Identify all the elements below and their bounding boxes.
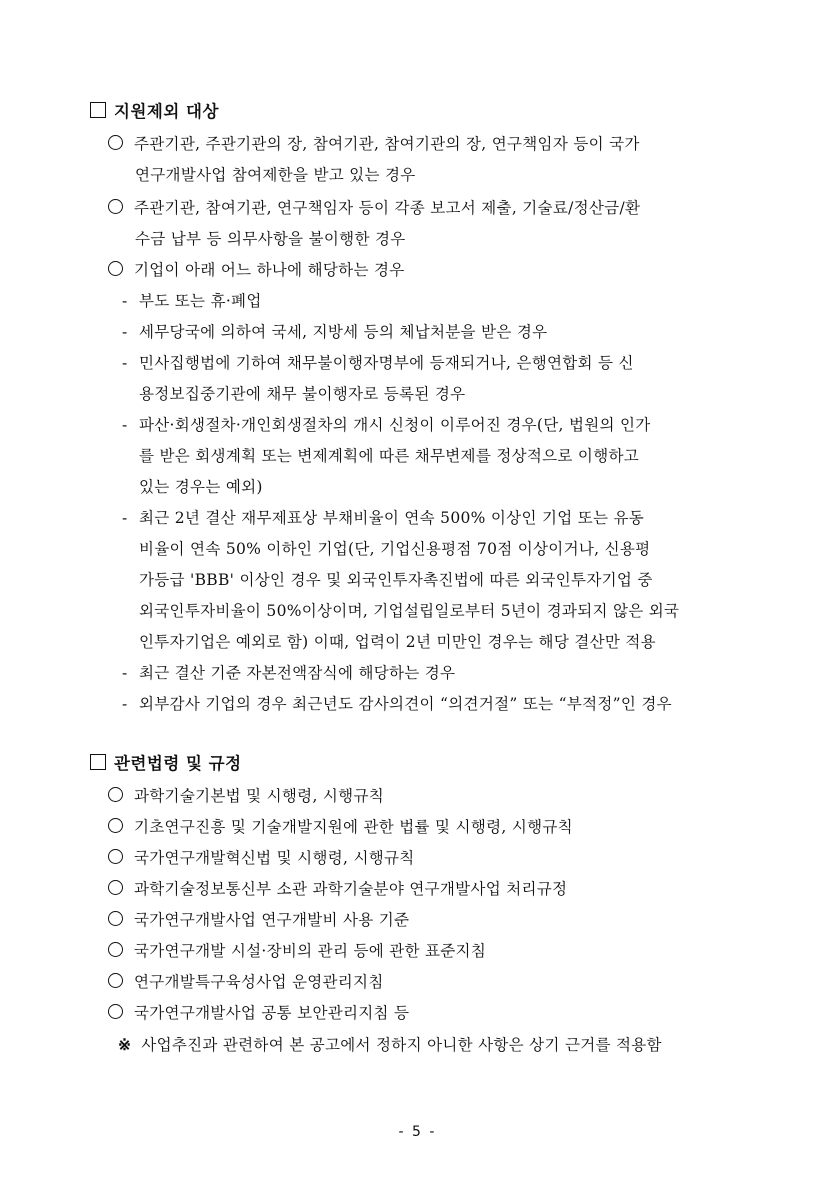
circle-icon bbox=[108, 135, 123, 150]
list-item bbox=[108, 193, 640, 224]
sub-list-item-text: 있는 경우는 예외) bbox=[139, 478, 263, 496]
list-item bbox=[108, 936, 486, 967]
sub-list-item bbox=[122, 503, 644, 534]
sub-list-item-text: 외국인투자비율이 50%이상이며, 기업설립일로부터 5년이 경과되지 않은 외국 bbox=[139, 602, 680, 620]
list-item-text: 기초연구진흥 및 기술개발지원에 관한 법률 및 시행령, 시행규칙 bbox=[134, 818, 573, 836]
sub-list-item-text: 비율이 연속 50% 이하인 기업(단, 기업신용평점 70점 이상이거나, 신용평 bbox=[139, 540, 651, 558]
list-item-text: 국가연구개발 시설·장비의 관리 등에 관한 표준지침 bbox=[134, 942, 487, 960]
list-item bbox=[108, 967, 384, 998]
sub-list-item bbox=[122, 317, 547, 348]
sub-list-item-text: 파산·회생절차·개인회생절차의 개시 신청이 이루어진 경우(단, 법원의 인가 bbox=[139, 416, 651, 434]
list-item bbox=[108, 874, 567, 905]
page-number: - 5 - bbox=[398, 1124, 437, 1140]
dash-marker: - bbox=[122, 292, 128, 310]
circle-icon bbox=[108, 787, 123, 802]
dash-marker: - bbox=[122, 664, 128, 682]
sub-list-item-continuation bbox=[139, 565, 653, 596]
sub-list-item-continuation bbox=[139, 472, 263, 503]
list-item-continuation bbox=[135, 160, 416, 191]
sub-list-item-text: 인투자기업은 예외로 함) 이때, 업력이 2년 미만인 경우는 해당 결산만 적용 bbox=[139, 633, 656, 651]
circle-icon bbox=[108, 973, 123, 988]
list-item bbox=[108, 781, 384, 812]
list-item-text: 국가연구개발사업 공통 보안관리지침 등 bbox=[134, 1004, 410, 1022]
section-title-exclusion bbox=[90, 98, 219, 122]
section-title-text: 관련법령 및 규정 bbox=[114, 754, 242, 773]
sub-list-item-continuation bbox=[139, 441, 639, 472]
list-item-text: 주관기관, 주관기관의 장, 참여기관, 참여기관의 장, 연구책임자 등이 국가 bbox=[134, 135, 640, 153]
list-item-text: 연구개발특구육성사업 운영관리지침 bbox=[134, 973, 384, 991]
list-item-text: 주관기관, 참여기관, 연구책임자 등이 각종 보고서 제출, 기술료/정산금/환 bbox=[134, 199, 641, 217]
dash-marker: - bbox=[122, 509, 128, 527]
list-item bbox=[108, 812, 573, 843]
sub-list-item-text: 민사집행법에 기하여 채무불이행자명부에 등재되거나, 은행연합회 등 신 bbox=[139, 354, 634, 372]
sub-list-item-continuation bbox=[139, 627, 656, 658]
circle-icon bbox=[108, 880, 123, 895]
sub-list-item-text: 최근 결산 기준 자본전액잠식에 해당하는 경우 bbox=[139, 664, 456, 682]
sub-list-item bbox=[122, 689, 672, 720]
reference-note bbox=[118, 1029, 662, 1061]
sub-list-item-text: 를 받은 회생계획 또는 변제계획에 따른 채무변제를 정상적으로 이행하고 bbox=[139, 447, 640, 465]
list-item bbox=[108, 255, 405, 286]
list-item-text: 국가연구개발사업 연구개발비 사용 기준 bbox=[134, 911, 410, 929]
circle-icon bbox=[108, 942, 123, 957]
circle-icon bbox=[108, 261, 123, 276]
sub-list-item-continuation bbox=[139, 534, 650, 565]
dash-marker: - bbox=[122, 323, 128, 341]
section-title-regulations bbox=[90, 750, 242, 774]
dash-marker: - bbox=[122, 695, 128, 713]
circle-icon bbox=[108, 849, 123, 864]
list-item-text: 과학기술정보통신부 소관 과학기술분야 연구개발사업 처리규정 bbox=[134, 880, 568, 898]
reference-mark-icon: ※ bbox=[118, 1035, 132, 1054]
list-item-text: 국가연구개발혁신법 및 시행령, 시행규칙 bbox=[134, 849, 415, 867]
section-title-text: 지원제외 대상 bbox=[114, 102, 219, 121]
list-item bbox=[108, 843, 415, 874]
dash-marker: - bbox=[122, 354, 128, 372]
list-item bbox=[108, 998, 409, 1029]
sub-list-item bbox=[122, 286, 262, 317]
sub-list-item-text: 부도 또는 휴·폐업 bbox=[139, 292, 262, 310]
list-item-text: 기업이 아래 어느 하나에 해당하는 경우 bbox=[134, 261, 405, 279]
list-item-text: 과학기술기본법 및 시행령, 시행규칙 bbox=[134, 787, 385, 805]
list-item bbox=[108, 905, 409, 936]
list-item-text: 수금 납부 등 의무사항을 불이행한 경우 bbox=[135, 230, 406, 248]
sub-list-item-text: 가등급 'BBB' 이상인 경우 및 외국인투자촉진법에 따른 외국인투자기업 중 bbox=[139, 571, 653, 589]
list-item bbox=[108, 129, 640, 160]
circle-icon bbox=[108, 199, 123, 214]
sub-list-item bbox=[122, 658, 455, 689]
dash-marker: - bbox=[122, 416, 128, 434]
list-item-text: 연구개발사업 참여제한을 받고 있는 경우 bbox=[135, 166, 416, 184]
sub-list-item-continuation bbox=[139, 379, 465, 410]
list-item-continuation bbox=[135, 224, 406, 255]
square-box-icon bbox=[90, 754, 106, 770]
sub-list-item-text: 외부감사 기업의 경우 최근년도 감사의견이 “의견거절” 또는 “부적정”인 경우 bbox=[139, 695, 672, 713]
circle-icon bbox=[108, 818, 123, 833]
sub-list-item-text: 최근 2년 결산 재무제표상 부채비율이 연속 500% 이상인 기업 또는 유동 bbox=[139, 509, 645, 527]
sub-list-item-text: 용정보집중기관에 채무 불이행자로 등록된 경우 bbox=[139, 385, 466, 403]
square-box-icon bbox=[90, 102, 106, 118]
sub-list-item-continuation bbox=[139, 596, 679, 627]
sub-list-item-text: 세무당국에 의하여 국세, 지방세 등의 체납처분을 받은 경우 bbox=[139, 323, 548, 341]
circle-icon bbox=[108, 1004, 123, 1019]
circle-icon bbox=[108, 911, 123, 926]
sub-list-item bbox=[122, 410, 651, 441]
reference-note-text: 사업추진과 관련하여 본 공고에서 정하지 아니한 사항은 상기 근거를 적용함 bbox=[141, 1036, 662, 1054]
sub-list-item bbox=[122, 348, 634, 379]
